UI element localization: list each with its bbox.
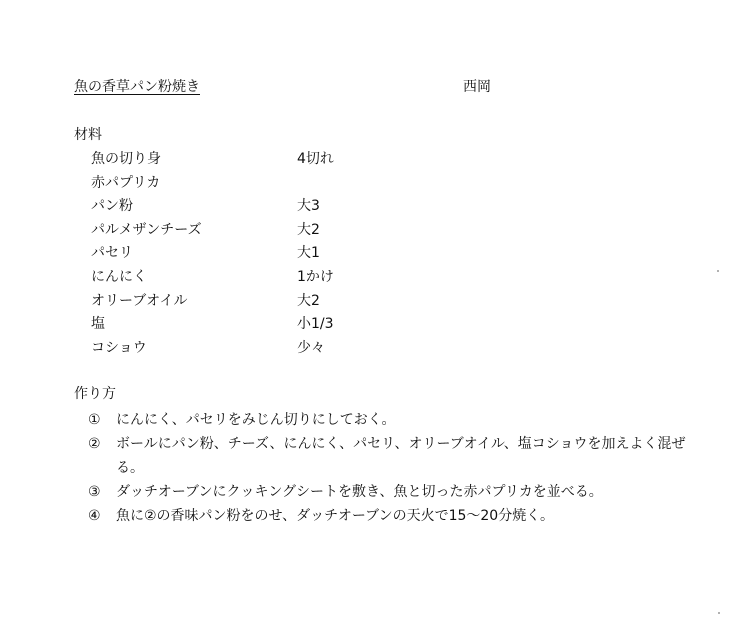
ingredient-name: にんにく — [91, 268, 147, 285]
ingredient-quantity: 大2 — [297, 221, 320, 238]
scan-speck — [717, 270, 719, 272]
ingredients-heading: 材料 — [74, 127, 102, 143]
ingredient-name: 魚の切り身 — [91, 151, 161, 167]
author-name: 西岡 — [463, 79, 491, 95]
ingredient-row — [91, 242, 391, 266]
step-item — [88, 504, 708, 528]
ingredient-quantity: 少々 — [297, 339, 325, 356]
ingredient-row — [91, 313, 391, 337]
ingredient-name: 赤パプリカ — [91, 174, 161, 191]
step-item — [88, 480, 708, 504]
ingredient-row — [91, 219, 391, 243]
ingredient-row — [91, 172, 391, 196]
ingredient-quantity: 小1/3 — [297, 316, 334, 333]
step-list — [88, 408, 708, 528]
ingredient-quantity: 1かけ — [297, 268, 334, 285]
ingredient-list — [91, 148, 391, 360]
step-text: ボールにパン粉、チーズ、にんにく、パセリ、オリーブオイル、塩コショウを加えよく混ぜる。 — [116, 436, 686, 476]
ingredient-name: パセリ — [91, 245, 133, 262]
step-number: ② — [88, 436, 101, 452]
ingredient-name: パン粉 — [91, 198, 133, 215]
step-text: ダッチオーブンにクッキングシートを敷き、魚と切った赤パプリカを並べる。 — [116, 484, 603, 500]
ingredient-name: オリーブオイル — [91, 292, 188, 309]
scan-speck — [718, 612, 720, 614]
ingredient-quantity: 4切れ — [297, 151, 334, 167]
ingredient-row — [91, 148, 391, 172]
ingredient-row — [91, 266, 391, 290]
ingredient-name: コショウ — [91, 339, 147, 356]
steps-heading: 作り方 — [74, 386, 116, 402]
step-text: 魚に②の香味パン粉をのせ、ダッチオーブンの天火で15～20分焼く。 — [116, 508, 554, 524]
ingredient-name: パルメザンチーズ — [91, 221, 202, 238]
ingredient-name: 塩 — [91, 316, 105, 333]
step-text: にんにく、パセリをみじん切りにしておく。 — [116, 412, 396, 428]
recipe-title: 魚の香草パン粉焼き — [74, 79, 200, 95]
ingredient-row — [91, 195, 391, 219]
ingredient-quantity: 大3 — [297, 198, 320, 215]
step-item — [88, 432, 708, 480]
step-number: ③ — [88, 484, 101, 500]
ingredient-quantity: 大2 — [297, 292, 320, 309]
ingredient-quantity: 大1 — [297, 245, 320, 262]
ingredient-row — [91, 290, 391, 314]
step-number: ④ — [88, 508, 101, 524]
ingredient-row — [91, 337, 391, 361]
step-number: ① — [88, 412, 101, 428]
step-item — [88, 408, 708, 432]
